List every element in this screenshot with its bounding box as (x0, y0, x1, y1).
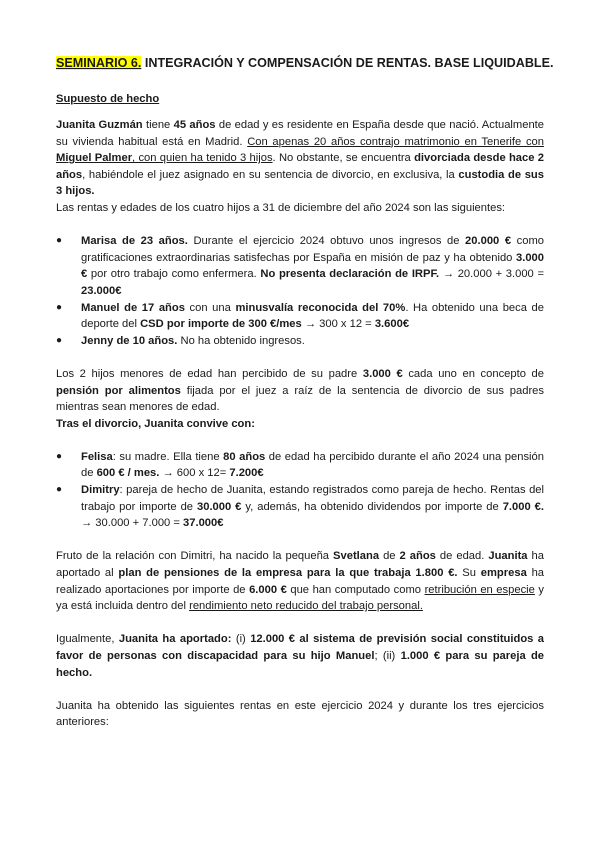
text-run: ha aportado al (56, 550, 544, 580)
list-item-jenny: ● Jenny de 10 años. No ha obtenido ingresos. (56, 334, 305, 347)
text-run: . No obstante, se encuentra (272, 152, 415, 165)
text-run: de (379, 550, 400, 563)
text-run: Jenny de 10 años. (81, 334, 178, 347)
text-run: , con quien ha tenido 3 hijos (132, 152, 273, 165)
text-run: de edad ha percibido durante el año 2024 una pensión de (81, 450, 544, 480)
text-run: 3.000 € (362, 367, 403, 380)
paragraph-alimony (56, 366, 544, 416)
text-run: 7.000 €. (502, 500, 544, 513)
text-run: 12.000 € al sistema de previsión social constituidos a favor de personas con discapacidad para su hijo Manuel (56, 633, 544, 662)
text-run: CSD por importe de 300 €/mes (140, 318, 302, 331)
list-item-felisa: ● Felisa: su madre. Ella tiene 80 años de edad ha percibido durante el año 2024 una pensión de 600 € / mes. → 600 x 12= 7.200€ (56, 450, 544, 480)
text-run: 7.200€ (229, 467, 264, 480)
text-run: Durante el ejercicio 2024 obtuvo unos ingresos de (187, 235, 466, 248)
text-run: (i) (231, 633, 251, 646)
paragraph-cohabitants-heading: Tras el divorcio, Juanita convive con: (56, 417, 255, 430)
text-run: ; (ii) (374, 650, 401, 662)
text-run: 6.000 € (249, 583, 287, 596)
text-run: y, además, ha obtenido dividendos por importe de (241, 500, 503, 513)
text-run: , habiéndole el juez asignado en su sentencia de divorcio, en exclusiva, la (82, 168, 459, 181)
paragraph-contributions (56, 631, 544, 681)
text-run: cada uno en concepto de (402, 367, 545, 380)
text-run: custodia de sus 3 hijos. (56, 168, 544, 198)
text-run: ha realizado aportaciones por importe de (56, 567, 545, 596)
text-run: 45 años (173, 119, 216, 131)
text-run: : pareja de hecho de Juanita, estando registrados como pareja de hecho. Rentas del trabajo por importe de (81, 484, 544, 513)
text-run: 37.000€ (183, 517, 224, 530)
text-run: → 30.000 + 7.000 = (81, 517, 184, 530)
text-run: Marisa de 23 años. (81, 235, 188, 248)
text-run: 2 años (399, 550, 436, 563)
text-run: de edad. (435, 550, 489, 563)
text-run: tiene (142, 119, 174, 131)
text-run: → 300 x 12 = (301, 318, 375, 331)
text-run: empresa (480, 567, 527, 580)
text-run: divorciada desde hace 2 años (56, 152, 544, 181)
text-run: Juanita (488, 550, 528, 563)
cohabitants-list (56, 449, 544, 532)
text-run: No presenta declaración de IRPF. (260, 268, 440, 281)
text-run: de edad y es residente en España desde que nació. Actualmente su vivienda habitual está en Madrid. (56, 119, 544, 148)
text-run: Fruto de la relación con Dimitri, ha nacido la pequeña (56, 550, 334, 563)
case-body (56, 117, 544, 731)
text-run: Felisa (81, 450, 113, 463)
text-run: rendimiento neto reducido del trabajo personal. (189, 600, 423, 613)
title-seminar-label: SEMINARIO 6. (56, 56, 142, 70)
text-run: Miguel Palmer (56, 152, 133, 165)
text-run: 1.000 € para su pareja de hecho. (56, 650, 545, 679)
text-run: que han computado como (286, 583, 425, 596)
paragraph-children-intro: Las rentas y edades de los cuatro hijos a 31 de diciembre del año 2024 son las siguientes: (56, 201, 506, 214)
section-heading: Supuesto de hecho (56, 93, 160, 105)
text-run: 80 años (223, 450, 266, 463)
text-run: Svetlana (333, 550, 380, 563)
list-item-marisa: ● Marisa de 23 años. Durante el ejercicio 2024 obtuvo unos ingresos de 20.000 € como gratificaciones extraordinarias satisfechas por España en misión de paz y ha obtenido 3.000 € por otro trabajo como enfermera. No presenta declaración de IRPF. → 20.000 + 3.000 = 23.000€ (56, 235, 544, 297)
text-run: fijada por el juez a raíz de la sentencia de divorcio de sus padres mientras sean menores de edad. (56, 384, 544, 414)
text-run: 20.000 € (465, 235, 512, 248)
paragraph-juanita-intro (56, 117, 544, 200)
text-run: como gratificaciones extraordinarias satisfechas por España en misión de paz y ha obtenido (81, 235, 544, 264)
text-run: 23.000€ (81, 284, 122, 297)
children-list (56, 233, 544, 349)
title-text: INTEGRACIÓN Y COMPENSACIÓN DE RENTAS. BASE LIQUIDABLE. (141, 56, 554, 70)
list-item-manuel: ● Manuel de 17 años con una minusvalía reconocida del 70%. Ha obtenido una beca de deporte del CSD por importe de 300 €/mes → 300 x 12 = 3.600€ (56, 301, 544, 331)
list-item-dimitry: ● Dimitry: pareja de hecho de Juanita, estando registrados como pareja de hecho. Rentas del trabajo por importe de 30.000 € y, además, ha obtenido dividendos por importe de 7.000 €. → 30.000 + 7.000 = 37.000€ (56, 484, 544, 530)
text-run: Dimitry (81, 484, 120, 497)
paragraph-svetlana-pension (56, 548, 544, 614)
text-run: retribución en especie (424, 583, 535, 596)
text-run: Juanita ha aportado: (118, 633, 232, 646)
paragraph-income-intro: Juanita ha obtenido las siguientes rentas en este ejercicio 2024 y durante los tres ejercicios anteriores: (56, 699, 544, 729)
text-run: 3.000 € (81, 251, 544, 281)
text-run: 30.000 € (197, 500, 242, 513)
text-run: Igualmente, (56, 633, 119, 646)
text-run: : su madre. Ella tiene (112, 450, 224, 463)
text-run: Los 2 hijos menores de edad han percibido de su padre (56, 367, 363, 380)
text-run: con una (184, 301, 236, 314)
text-run: Con apenas 20 años contrajo matrimonio en Tenerife con (247, 135, 544, 148)
text-run: → 20.000 + 3.000 = (439, 268, 544, 281)
text-run: y ya está incluida dentro del (56, 583, 545, 613)
text-run: → 600 x 12= (159, 467, 230, 480)
text-run: pensión por alimentos (56, 384, 181, 397)
text-run: 600 € / mes. (96, 467, 160, 480)
text-run: minusvalía reconocida del 70% (235, 301, 406, 314)
text-run: por otro trabajo como enfermera. (87, 268, 261, 281)
text-run: Manuel de 17 años (81, 301, 185, 314)
text-run: Su (457, 567, 481, 580)
text-run: 3.600€ (374, 318, 410, 331)
text-run: Juanita Guzmán (56, 119, 143, 131)
text-run: No ha obtenido ingresos. (177, 334, 305, 347)
text-run: . Ha obtenido una beca de deporte del (81, 301, 544, 331)
text-run: plan de pensiones de la empresa para la que trabaja 1.800 €. (118, 567, 458, 580)
page-title (56, 56, 556, 70)
